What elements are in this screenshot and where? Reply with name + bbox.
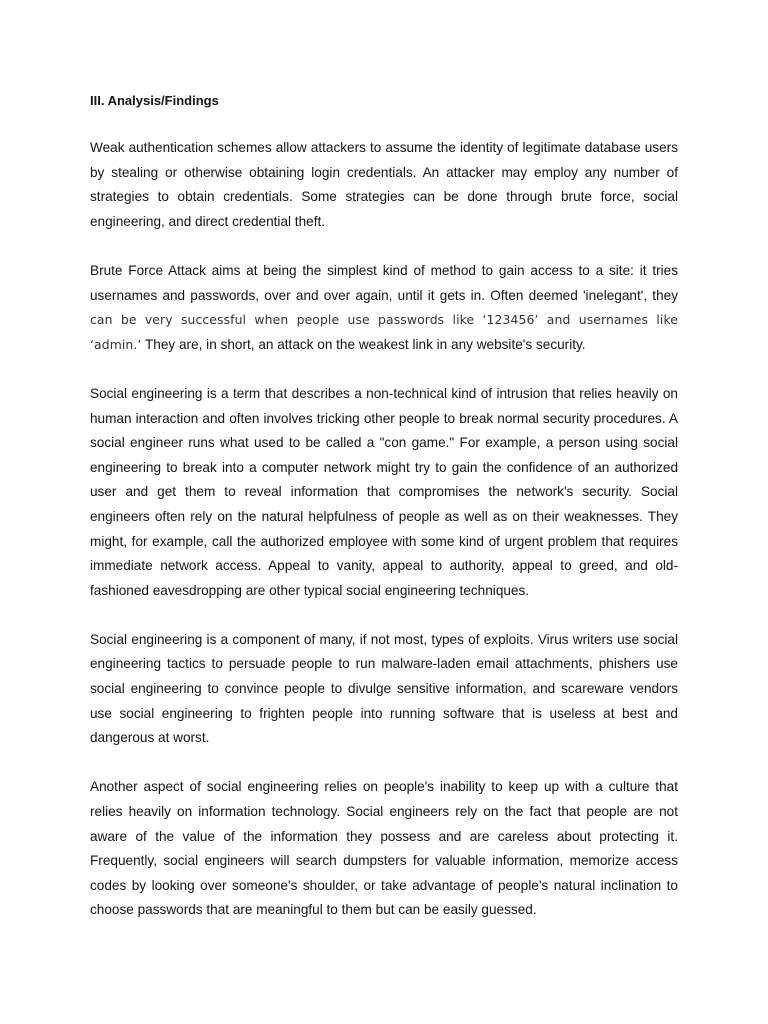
paragraph-weak-authentication: Weak authentication schemes allow attackers to assume the identity of legitimate database users by stealing or otherwise obtaining login credentials. An attacker may employ any number of strategies to obtain credentials. Some strategies can be done through brute force, social engineering, and direct credential theft. xyxy=(90,140,678,229)
paragraph-social-engineering-culture: Another aspect of social engineering relies on people's inability to keep up with a culture that relies heavily on information technology. Social engineers rely on the fact that people are not aware of the value of the information they possess and are careless about protecting it. Frequently, social engineers will search dumpsters for valuable information, memorize access codes by looking over someone's shoulder, or take advantage of people's natural inclination to choose passwords that are meaningful to them but can be easily guessed. xyxy=(90,779,678,918)
document-body xyxy=(90,90,678,948)
paragraph-social-engineering-definition: Social engineering is a term that describes a non-technical kind of intrusion that relies heavily on human interaction and often involves tricking other people to break normal security procedures. A social engineer runs what used to be called a "con game." For example, a person using social engineering to break into a computer network might try to gain the confidence of an authorized user and get them to reveal information that compromises the network's security. Social engineers often rely on the natural helpfulness of people as well as on their weaknesses. They might, for example, call the authorized employee with some kind of urgent problem that requires immediate network access. Appeal to vanity, appeal to authority, appeal to greed, and old-fashioned eavesdropping are other typical social engineering techniques. xyxy=(90,385,678,598)
brute-force-text-c: They are, in short, an attack on the weakest link in any website's security. xyxy=(144,336,586,352)
paragraph-brute-force xyxy=(90,259,678,357)
brute-force-text-b: can be very successful when people use passwords like ‘123456’ and usernames like ‘admin.’ xyxy=(90,312,678,352)
brute-force-text-a: Brute Force Attack aims at being the simplest kind of method to gain access to a site: it tries usernames and passwords, over and over again, until it gets in. Often deemed 'inelegant', they xyxy=(90,262,678,303)
paragraph-social-engineering-exploits: Social engineering is a component of many, if not most, types of exploits. Virus writers use social engineering tactics to persuade people to run malware-laden email attachments, phishers use social engineering to convince people to divulge sensitive information, and scareware vendors use social engineering to frighten people into running software that is useless at best and dangerous at worst. xyxy=(90,631,678,746)
section-heading: III. Analysis/Findings xyxy=(90,93,219,108)
